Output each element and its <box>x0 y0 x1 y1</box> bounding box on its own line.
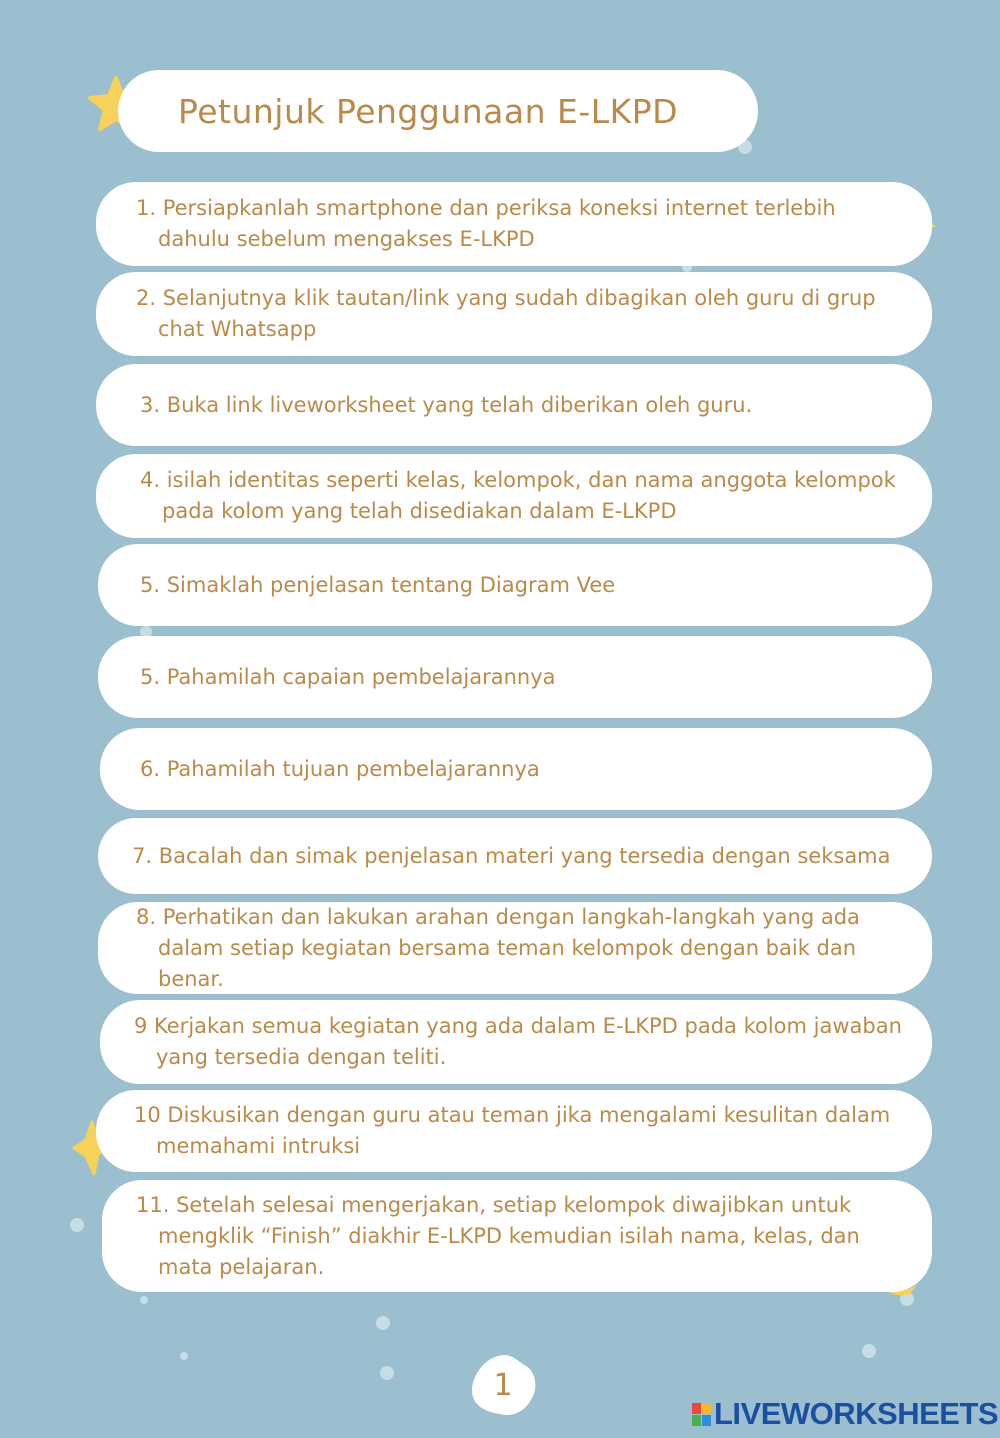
instruction-item <box>96 364 932 446</box>
instruction-text: 10 Diskusikan dengan guru atau teman jika mengalami kesulitan dalam memahami intruksi <box>134 1103 891 1158</box>
page-number-badge <box>468 1352 538 1418</box>
instruction-item <box>96 182 932 266</box>
page-number: 1 <box>493 1367 513 1403</box>
instruction-text: 8. Perhatikan dan lakukan arahan dengan langkah-langkah yang ada dalam setiap kegiatan bersama teman kelompok dengan baik dan benar. <box>136 904 860 991</box>
decor-dot <box>380 1366 394 1380</box>
instruction-text: 9 Kerjakan semua kegiatan yang ada dalam E-LKPD pada kolom jawaban yang tersedia dengan teliti. <box>134 1014 902 1069</box>
instruction-item <box>98 818 932 894</box>
watermark-text: LIVEWORKSHEETS <box>714 1396 999 1431</box>
instruction-item <box>96 1090 932 1172</box>
instruction-item <box>98 902 932 994</box>
instruction-text: 1. Persiapkanlah smartphone dan periksa koneksi internet terlebih dahulu sebelum mengakses E-LKPD <box>136 196 836 251</box>
decor-dot <box>140 1296 148 1304</box>
instruction-item <box>102 1180 932 1292</box>
instruction-text: 5. Pahamilah capaian pembelajarannya <box>140 664 556 689</box>
instruction-item <box>98 544 932 626</box>
instruction-text: 5. Simaklah penjelasan tentang Diagram Vee <box>140 572 616 597</box>
decor-dot <box>862 1344 876 1358</box>
instruction-text: 6. Pahamilah tujuan pembelajarannya <box>140 756 540 781</box>
instruction-item <box>100 728 932 810</box>
instruction-item <box>96 272 932 356</box>
instruction-item <box>96 454 932 538</box>
instruction-text: 7. Bacalah dan simak penjelasan materi yang tersedia dengan seksama <box>132 843 891 868</box>
title-banner <box>118 70 758 152</box>
instruction-item <box>100 1000 932 1084</box>
decor-dot <box>376 1316 390 1330</box>
instruction-text: 4. isilah identitas seperti kelas, kelompok, dan nama anggota kelompok pada kolom yang telah disediakan dalam E-LKPD <box>140 468 896 523</box>
decor-dot <box>70 1218 84 1232</box>
decor-dot <box>180 1352 188 1360</box>
logo-mark-icon <box>692 1403 711 1426</box>
page-title: Petunjuk Penggunaan E-LKPD <box>178 91 679 131</box>
instruction-text: 11. Setelah selesai mengerjakan, setiap kelompok diwajibkan untuk mengklik “Finish” diakhir E-LKPD kemudian isilah nama, kelas, dan mata pelajaran. <box>136 1192 860 1279</box>
instruction-item <box>98 636 932 718</box>
liveworksheets-logo[interactable] <box>692 1396 998 1432</box>
instruction-text: 3. Buka link liveworksheet yang telah diberikan oleh guru. <box>140 392 753 417</box>
instruction-text: 2. Selanjutnya klik tautan/link yang sudah dibagikan oleh guru di grup chat Whatsapp <box>136 286 876 341</box>
